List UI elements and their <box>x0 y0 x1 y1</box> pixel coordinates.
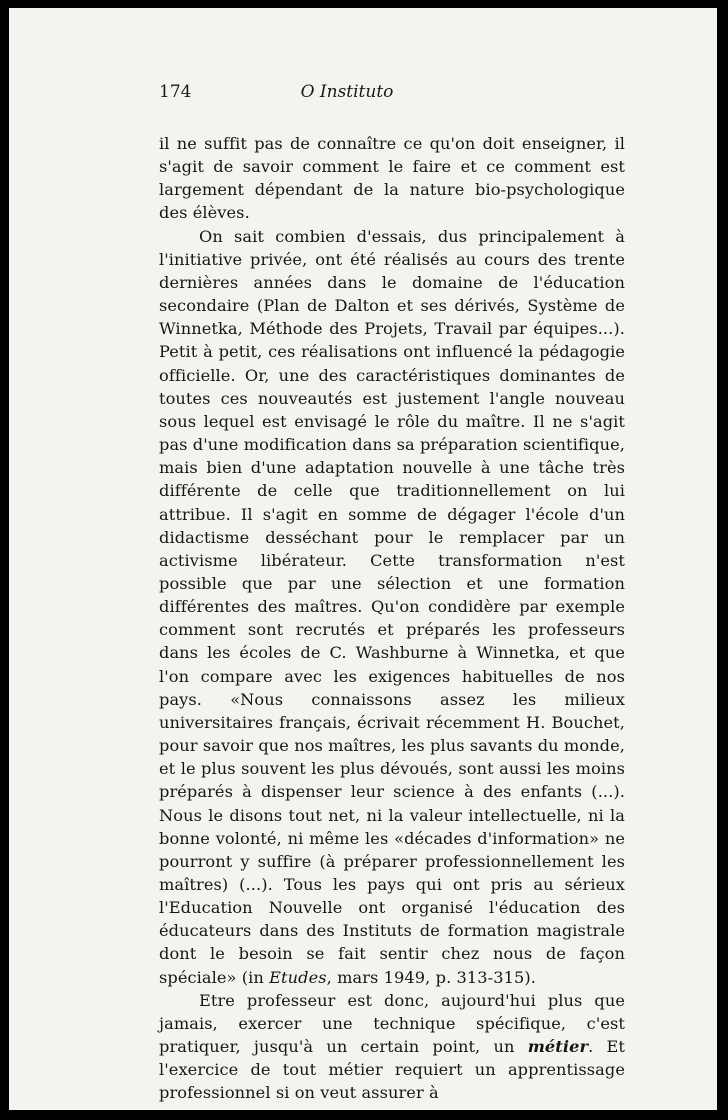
paragraph-2-citation: , mars 1949, p. 313-315). <box>326 967 536 987</box>
paragraph-3-text: Etre professeur est donc, aujourd'hui plus que jamais, exercer une technique spécifique, c'est pratiquer, jusqu'à un certain point, un <box>159 990 625 1057</box>
paragraph-1 <box>159 132 625 225</box>
page-number: 174 <box>159 82 192 102</box>
running-title: O Instituto <box>300 82 394 102</box>
body-text <box>159 132 625 1105</box>
paragraph-3-end: . Et l'exercice de tout métier requiert un apprentissage professionnel si on veut assurer à <box>159 1037 625 1103</box>
paragraph-2 <box>159 225 625 989</box>
metier-emphasis: métier <box>527 1037 589 1057</box>
page-header <box>159 78 535 108</box>
paragraph-3 <box>159 989 625 1105</box>
paragraph-1-text: il ne suffit pas de connaître ce qu'on doit enseigner, il s'agit de savoir comment le faire et ce comment est largement dépendant de la nature bio-psychologique des élèves. <box>159 134 625 223</box>
etudes-title: Etudes <box>269 967 327 987</box>
paragraph-2-text: On sait combien d'essais, dus principalement à l'initiative privée, ont été réalisés au cours des trente dernières années dans le domaine de l'éducation secondaire (Plan de Dalton et ses dérivés, Système de Winnetka, Méthode des Projets, Travail par équipes...). Petit à petit, ces réalisations ont influencé la pédagogie officielle. Or, une des caractéristiques dominantes de toutes ces nouveautés est justement l'angle nouveau sous lequel est envisagé le rôle du maître. Il ne s'agit pas d'une modification dans sa préparation scientifique, mais bien d'une adaptation nouvelle à une tâche très différente de celle que traditionnellement on lui attribue. Il s'agit en somme de dégager l'école d'un didactisme desséchant pour le remplacer par un activisme libérateur. Cette transformation n'est possible que par une sélection et une formation différentes des maîtres. Qu'on condidère par exemple comment sont recrutés et préparés les professeurs dans les écoles de C. Washburne à Winnetka, et que l'on compare avec les exigences habituelles de nos pays. «Nous connaissons assez les milieux universitaires français, écrivait récemment H. Bouchet, pour savoir que nos maîtres, les plus savants du monde, et le plus souvent les plus dévoués, sont aussi les moins préparés à dispenser leur science à des enfants (...). Nous le disons tout net, ni la valeur intellectuelle, ni la bonne volonté, ni même les «décades d'information» ne pourront y suffire (à préparer professionnellement les maîtres) (...). Tous les pays qui ont pris au sérieux l'Education Nouvelle ont organisé l'éducation des éducateurs dans des Instituts de formation magistrale dont le besoin se fait sentir chez nous de façon spéciale» (in <box>159 226 625 987</box>
book-page <box>9 8 717 1110</box>
